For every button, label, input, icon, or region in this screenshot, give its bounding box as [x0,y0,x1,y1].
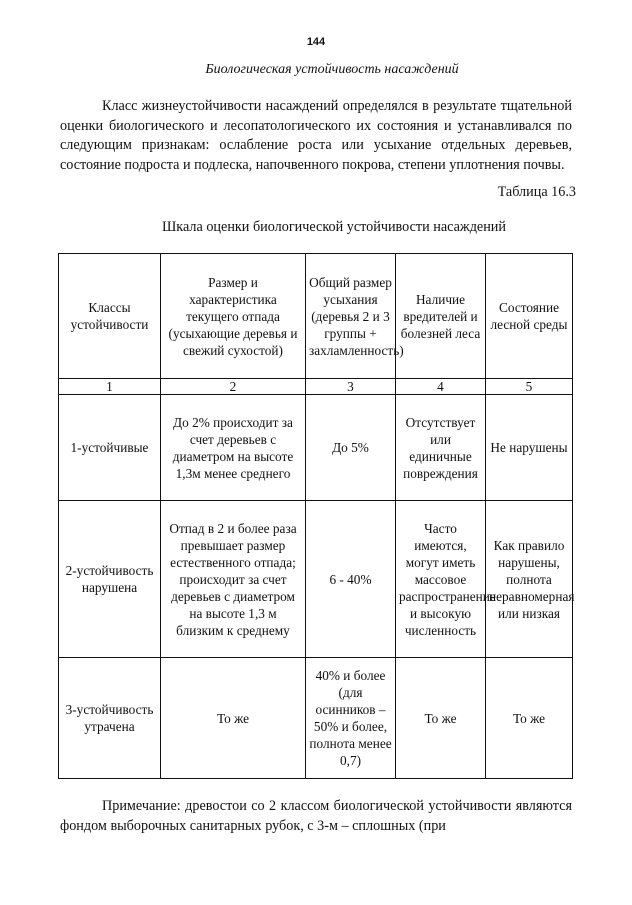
header-cell: Состояние лесной среды [486,254,573,379]
page-number: 144 [306,36,326,48]
table-cell: То же [486,658,573,779]
table-cell: Не нарушены [486,395,573,501]
header-cell: Наличие вредителей и болезней леса [396,254,486,379]
table-cell: То же [161,658,306,779]
column-number: 4 [396,379,486,395]
table-cell: Как правило нарушены, полнота неравномерная или низкая [486,501,573,658]
header-cell: Общий размер усыхания (деревья 2 и 3 группы + захламленность) [306,254,396,379]
table-row [59,658,573,779]
table-cell: 1-устойчивые [59,395,161,501]
table-cell: 6 - 40% [306,501,396,658]
table-cell: 3-устойчивость утрачена [59,658,161,779]
table-title: Шкала оценки биологической устойчивости насаждений [162,219,506,235]
table-cell: 40% и более (для осинников – 50% и более, полнота менее 0,7) [306,658,396,779]
column-number: 2 [161,379,306,395]
table-cell: Отпад в 2 и более раза превышает размер естественного отпада; происходит за счет деревьев с диаметром на высоте 1,3 м близким к среднему [161,501,306,658]
column-number: 1 [59,379,161,395]
table-label: Таблица 16.3 [497,184,576,200]
table-header-row [59,254,573,379]
table-row [59,501,573,658]
running-header: Биологическая устойчивость насаждений [205,62,459,77]
table-cell: Часто имеются, могут иметь массовое распространение и высокую численность [396,501,486,658]
table-cell: Отсутствует или единичные повреждения [396,395,486,501]
note-paragraph: Примечание: древостои со 2 классом биологической устойчивости являются фондом выборочных санитарных рубок, с 3-м – сплошных (при [60,798,572,834]
intro-paragraph: Класс жизнеустойчивости насаждений определялся в результате тщательной оценки биологического и лесопатологического их состояния и устанавливался по следующим признакам: ослабление роста или усыхание отдельных деревьев, состояние подроста и подлеска, напочвенного покрова, степени уплотнения почвы. [60,98,572,173]
table-cell: До 5% [306,395,396,501]
stability-scale-table [58,253,573,779]
header-cell: Размер и характеристика текущего отпада (усыхающие деревья и свежий сухостой) [161,254,306,379]
header-cell: Классы устойчивости [59,254,161,379]
table-cell: То же [396,658,486,779]
column-number: 3 [306,379,396,395]
table-cell: До 2% происходит за счет деревьев с диаметром на высоте 1,3м менее среднего [161,395,306,501]
column-number: 5 [486,379,573,395]
table-cell: 2-устойчивость нарушена [59,501,161,658]
table-row [59,395,573,501]
column-number-row [59,379,573,395]
